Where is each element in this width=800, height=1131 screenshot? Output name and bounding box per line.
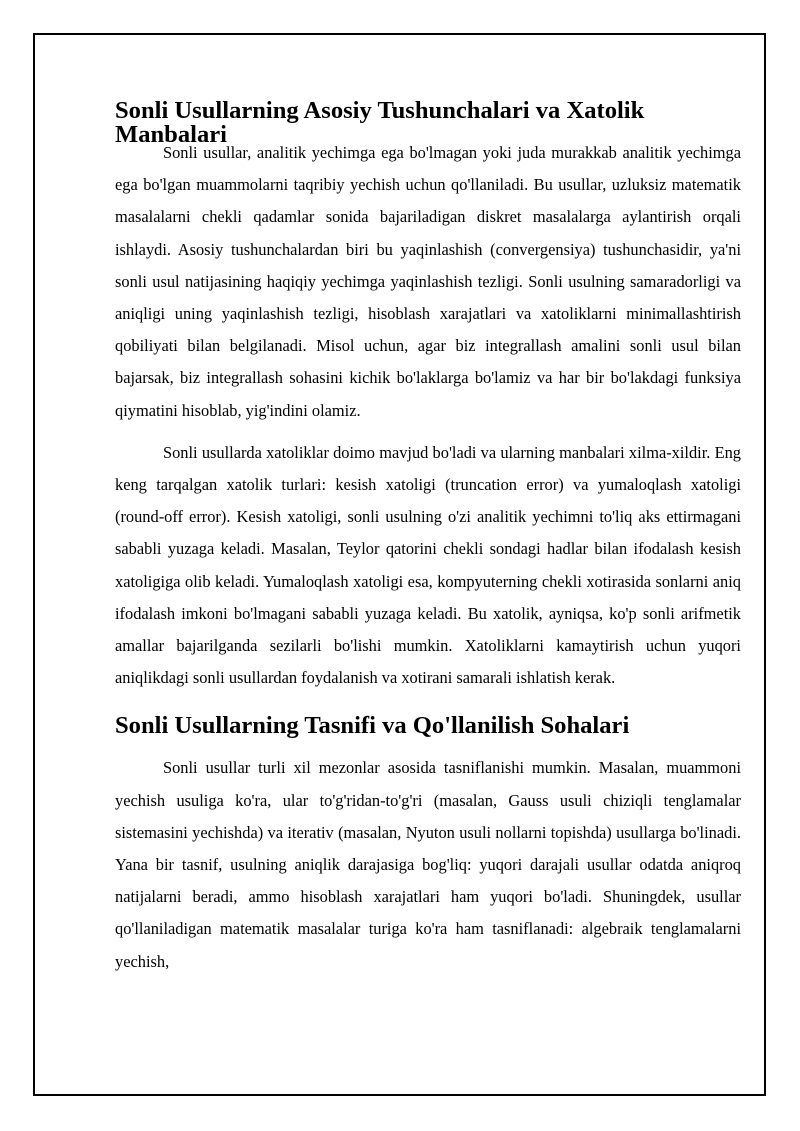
paragraph: Sonli usullar, analitik yechimga ega bo'lmagan yoki juda murakkab analitik yechimga ega bo'lgan muammolarni taqribiy yechish uchun qo'llaniladi. Bu usullar, uzluksiz matematik masalalarni chekli qadamlar sonida bajariladigan diskret masalalarga aylantirish orqali ishlaydi. Asosiy tushunchalardan biri bu yaqinlashish (convergensiya) tushunchasidir, ya'ni sonli usul natijasining haqiqiy yechimga yaqinlashish tezligi. Sonli usulning samaradorligi va aniqligi uning yaqinlashish tezligi, hisoblash xarajatlari va xatoliklarni minimallashtirish qobiliyati bilan belgilanadi. Misol uchun, agar biz integrallash amalini sonli usul bilan bajarsak, biz integrallash sohasini kichik bo'laklarga bo'lamiz va har bir bo'lakdagi funksiya qiymatini hisoblab, yig'indini olamiz. — [115, 143, 741, 420]
section-heading: Sonli Usullarning Asosiy Tushunchalari va Xatolik Manbalari — [115, 97, 645, 148]
paragraph: Sonli usullar turli xil mezonlar asosida tasniflanishi mumkin. Masalan, muammoni yechish usuliga ko'ra, ular to'g'ridan-to'g'ri (masalan, Gauss usuli chiziqli tenglamalar sistemasini yechishda) va iterativ (masalan, Nyuton usuli nollarni topishda) usullarga bo'linadi. Yana bir tasnif, usulning aniqlik darajasiga bog'liq: yuqori darajali usullar odatda aniqroq natijalarni beradi, ammo hisoblash xarajatlari ham yuqori bo'ladi. Shuningdek, usullar qo'llaniladigan matematik masalalar turiga ko'ra ham tasniflanadi: algebraik tenglamalarni yechish, — [115, 758, 741, 971]
document-body — [115, 99, 741, 978]
paragraph: Sonli usullarda xatoliklar doimo mavjud bo'ladi va ularning manbalari xilma-xildir. Eng keng tarqalgan xatolik turlari: kesish xatoligi (truncation error) va yumaloqlash xatoligi (round-off error). Kesish xatoligi, sonli usulning o'zi analitik yechimni to'liq aks ettirmagani sababli yuzaga keladi. Masalan, Teylor qatorini chekli sondagi hadlar bilan ifodalash kesish xatoligiga olib keladi. Yumaloqlash xatoligi esa, kompyuterning chekli xotirasida sonlarni aniq ifodalash imkoni bo'lmagani sababli yuzaga keladi. Bu xatolik, ayniqsa, ko'p sonli arifmetik amallar bajarilganda sezilarli bo'lishi mumkin. Xatoliklarni kamaytirish uchun yuqori aniqlikdagi sonli usullardan foydalanish va xotirani samarali ishlatish kerak. — [115, 442, 741, 688]
section-heading: Sonli Usullarning Tasnifi va Qo'llanilish Sohalari — [115, 712, 630, 740]
